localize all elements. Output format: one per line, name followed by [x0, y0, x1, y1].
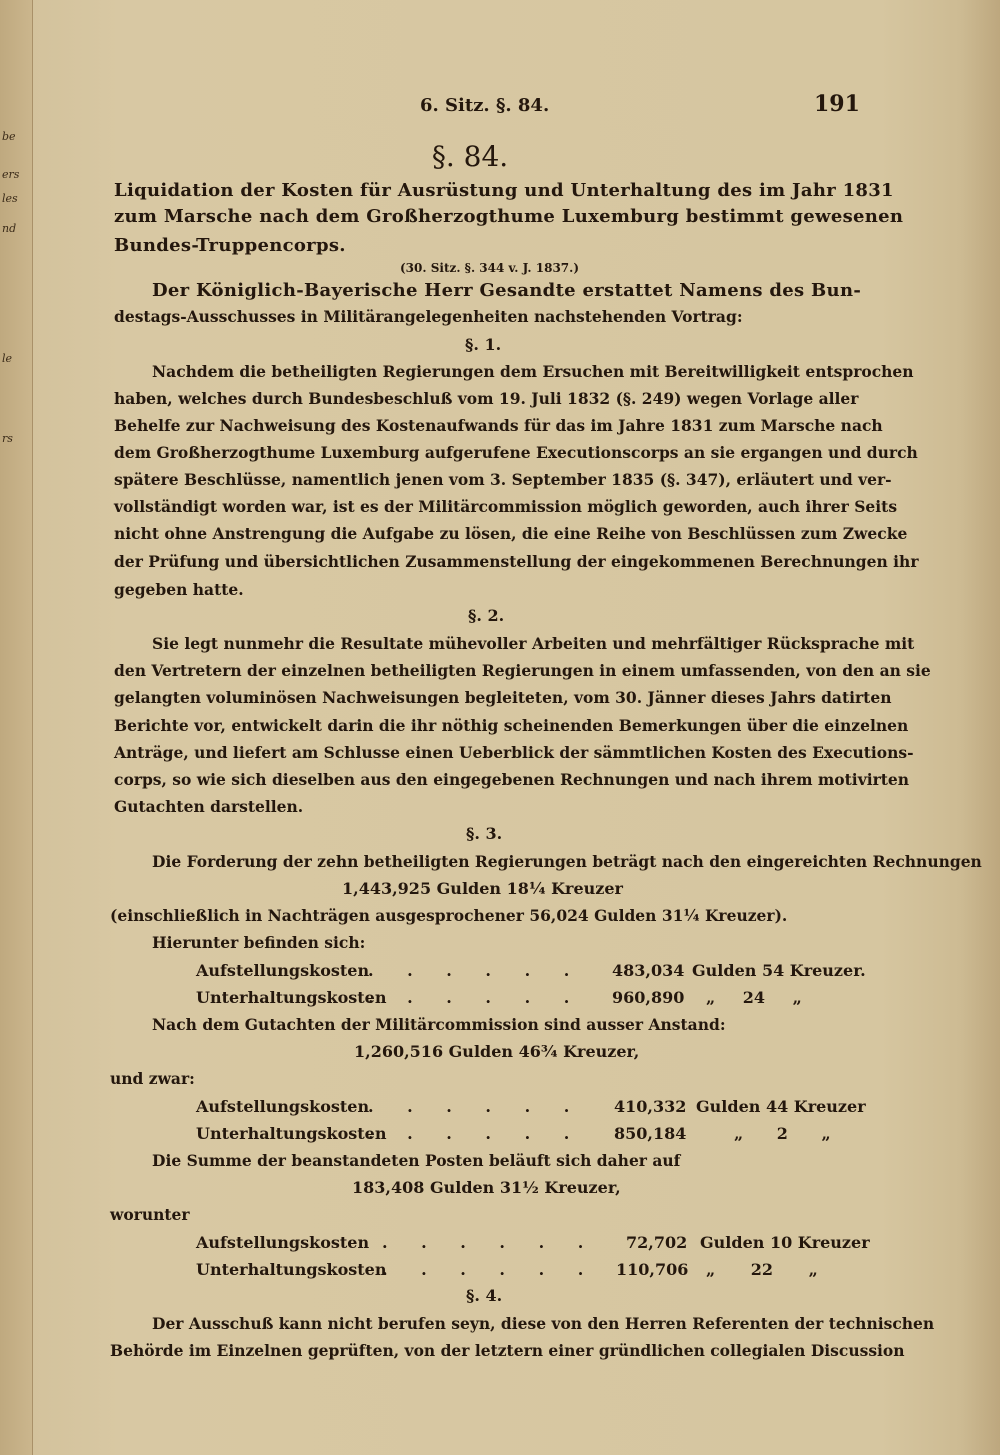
cost-unit: Gulden 10 Kreuzer — [700, 1233, 870, 1252]
margin-fragment: be — [2, 130, 16, 143]
paragraph-line: gelangten voluminösen Nachweisungen begleiteten, vom 30. Jänner dieses Jahrs datirten — [114, 688, 892, 707]
paragraph-line: Die Summe der beanstandeten Posten beläuft sich daher auf — [152, 1151, 681, 1170]
cost-label: Aufstellungskosten — [196, 1097, 370, 1116]
paragraph-line: (einschließlich in Nachträgen ausgesprochener 56,024 Gulden 31¼ Kreuzer). — [110, 906, 788, 925]
paragraph-line: worunter — [110, 1205, 190, 1224]
section-heading: §. 2. — [468, 606, 505, 625]
cost-label: Unterhaltungskosten — [196, 1260, 387, 1279]
citation: (30. Sitz. §. 344 v. J. 1837.) — [400, 261, 580, 275]
leader-dots: . . . . . . — [368, 961, 584, 980]
paragraph-line: corps, so wie sich dieselben aus den eingegebenen Rechnungen und nach ihrem motivirten — [114, 770, 910, 789]
cost-amount: 110,706 — [616, 1260, 689, 1279]
running-header: 6. Sitz. §. 84. — [420, 95, 550, 116]
total-amount: 183,408 Gulden 31½ Kreuzer, — [352, 1178, 621, 1197]
cost-label: Aufstellungskosten — [196, 961, 370, 980]
leader-dots: . . . . . . — [368, 988, 584, 1007]
section-heading: §. 1. — [465, 335, 502, 354]
paragraph-line: Sie legt nunmehr die Resultate mühevoller Arbeiten und mehrfältiger Rücksprache mit — [152, 634, 915, 653]
paragraph-line: Nachdem die betheiligten Regierungen dem Ersuchen mit Bereitwilligkeit entsprochen — [152, 362, 914, 381]
margin-fragment: les — [2, 192, 18, 205]
paragraph-line: Gutachten darstellen. — [114, 797, 304, 816]
cost-amount: 850,184 — [614, 1124, 687, 1143]
section-title: §. 84. — [431, 140, 509, 173]
paragraph-line: und zwar: — [110, 1069, 195, 1088]
cost-amount: 410,332 — [614, 1097, 687, 1116]
margin-fragment: ers — [2, 168, 20, 181]
title-line: Liquidation der Kosten für Ausrüstung und Unterhaltung des im Jahr 1831 — [114, 180, 894, 201]
leader-dots: . . . . . . — [368, 1097, 584, 1116]
cost-label: Unterhaltungskosten — [196, 1124, 387, 1143]
title-line: Bundes-Truppencorps. — [114, 235, 346, 256]
title-line: zum Marsche nach dem Großherzogthume Luxemburg bestimmt gewesenen — [114, 206, 904, 227]
paragraph-line: Nach dem Gutachten der Militärcommission sind ausser Anstand: — [152, 1015, 726, 1034]
paragraph-line: Anträge, und liefert am Schlusse einen Ueberblick der sämmtlichen Kosten des Executions- — [114, 743, 914, 762]
leader-dots: . . . . . . — [382, 1260, 598, 1279]
paragraph-line: Behelfe zur Nachweisung des Kostenaufwands für das im Jahre 1831 zum Marsche nach — [114, 416, 883, 435]
paragraph-line: Die Forderung der zehn betheiligten Regierungen beträgt nach den eingereichten Rechnungen — [152, 852, 982, 871]
paragraph-line: Der Ausschuß kann nicht berufen seyn, diese von den Herren Referenten der technischen — [152, 1314, 935, 1333]
paragraph-line: spätere Beschlüsse, namentlich jenen vom 3. September 1835 (§. 347), erläutert und ver- — [114, 470, 892, 489]
cost-unit: „ 24 „ — [706, 988, 802, 1007]
cost-unit: „ 22 „ — [706, 1260, 818, 1279]
cost-amount: 72,702 — [626, 1233, 688, 1252]
paragraph-line: Berichte vor, entwickelt darin die ihr nöthig scheinenden Bemerkungen über die einzelnen — [114, 716, 909, 735]
leader-dots: . . . . . . — [382, 1233, 598, 1252]
margin-fragment: rs — [2, 432, 13, 445]
paragraph-line: der Prüfung und übersichtlichen Zusammenstellung der eingekommenen Berechnungen ihr — [114, 552, 919, 571]
previous-page-edge — [0, 0, 33, 1455]
cost-unit: „ 2 „ — [734, 1124, 831, 1143]
paragraph-line: Behörde im Einzelnen geprüften, von der letztern einer gründlichen collegialen Discussion — [110, 1341, 905, 1360]
margin-fragment: nd — [2, 222, 17, 235]
cost-label: Unterhaltungskosten — [196, 988, 387, 1007]
paragraph-line: den Vertretern der einzelnen betheiligten Regierungen in einem umfassenden, von den an sie — [114, 661, 931, 680]
margin-fragment: le — [2, 352, 13, 365]
total-amount: 1,443,925 Gulden 18¼ Kreuzer — [342, 879, 623, 898]
cost-amount: 960,890 — [612, 988, 685, 1007]
paragraph-line: dem Großherzogthume Luxemburg aufgerufene Executionscorps an sie ergangen und durch — [114, 443, 918, 462]
cost-label: Aufstellungskosten — [196, 1233, 370, 1252]
paragraph-line: nicht ohne Anstrengung die Aufgabe zu lösen, die eine Reihe von Beschlüssen zum Zwecke — [114, 524, 908, 543]
cost-unit: Gulden 54 Kreuzer. — [692, 961, 866, 980]
paragraph-line: Hierunter befinden sich: — [152, 933, 366, 952]
section-heading: §. 3. — [466, 824, 503, 843]
section-heading: §. 4. — [466, 1286, 503, 1305]
intro-line: destags-Ausschusses in Militärangelegenheiten nachstehenden Vortrag: — [114, 307, 743, 326]
paragraph-line: haben, welches durch Bundesbeschluß vom 19. Juli 1832 (§. 249) wegen Vorlage aller — [114, 389, 859, 408]
cost-amount: 483,034 — [612, 961, 685, 980]
page-number: 191 — [814, 91, 860, 117]
paragraph-line: vollständigt worden war, ist es der Militärcommission möglich geworden, auch ihrer Seits — [114, 497, 898, 516]
total-amount: 1,260,516 Gulden 46¾ Kreuzer, — [354, 1042, 640, 1061]
intro-line: Der Königlich-Bayerische Herr Gesandte erstattet Namens des Bun- — [152, 280, 862, 301]
paragraph-line: gegeben hatte. — [114, 580, 244, 599]
leader-dots: . . . . . . — [368, 1124, 584, 1143]
cost-unit: Gulden 44 Kreuzer — [696, 1097, 866, 1116]
